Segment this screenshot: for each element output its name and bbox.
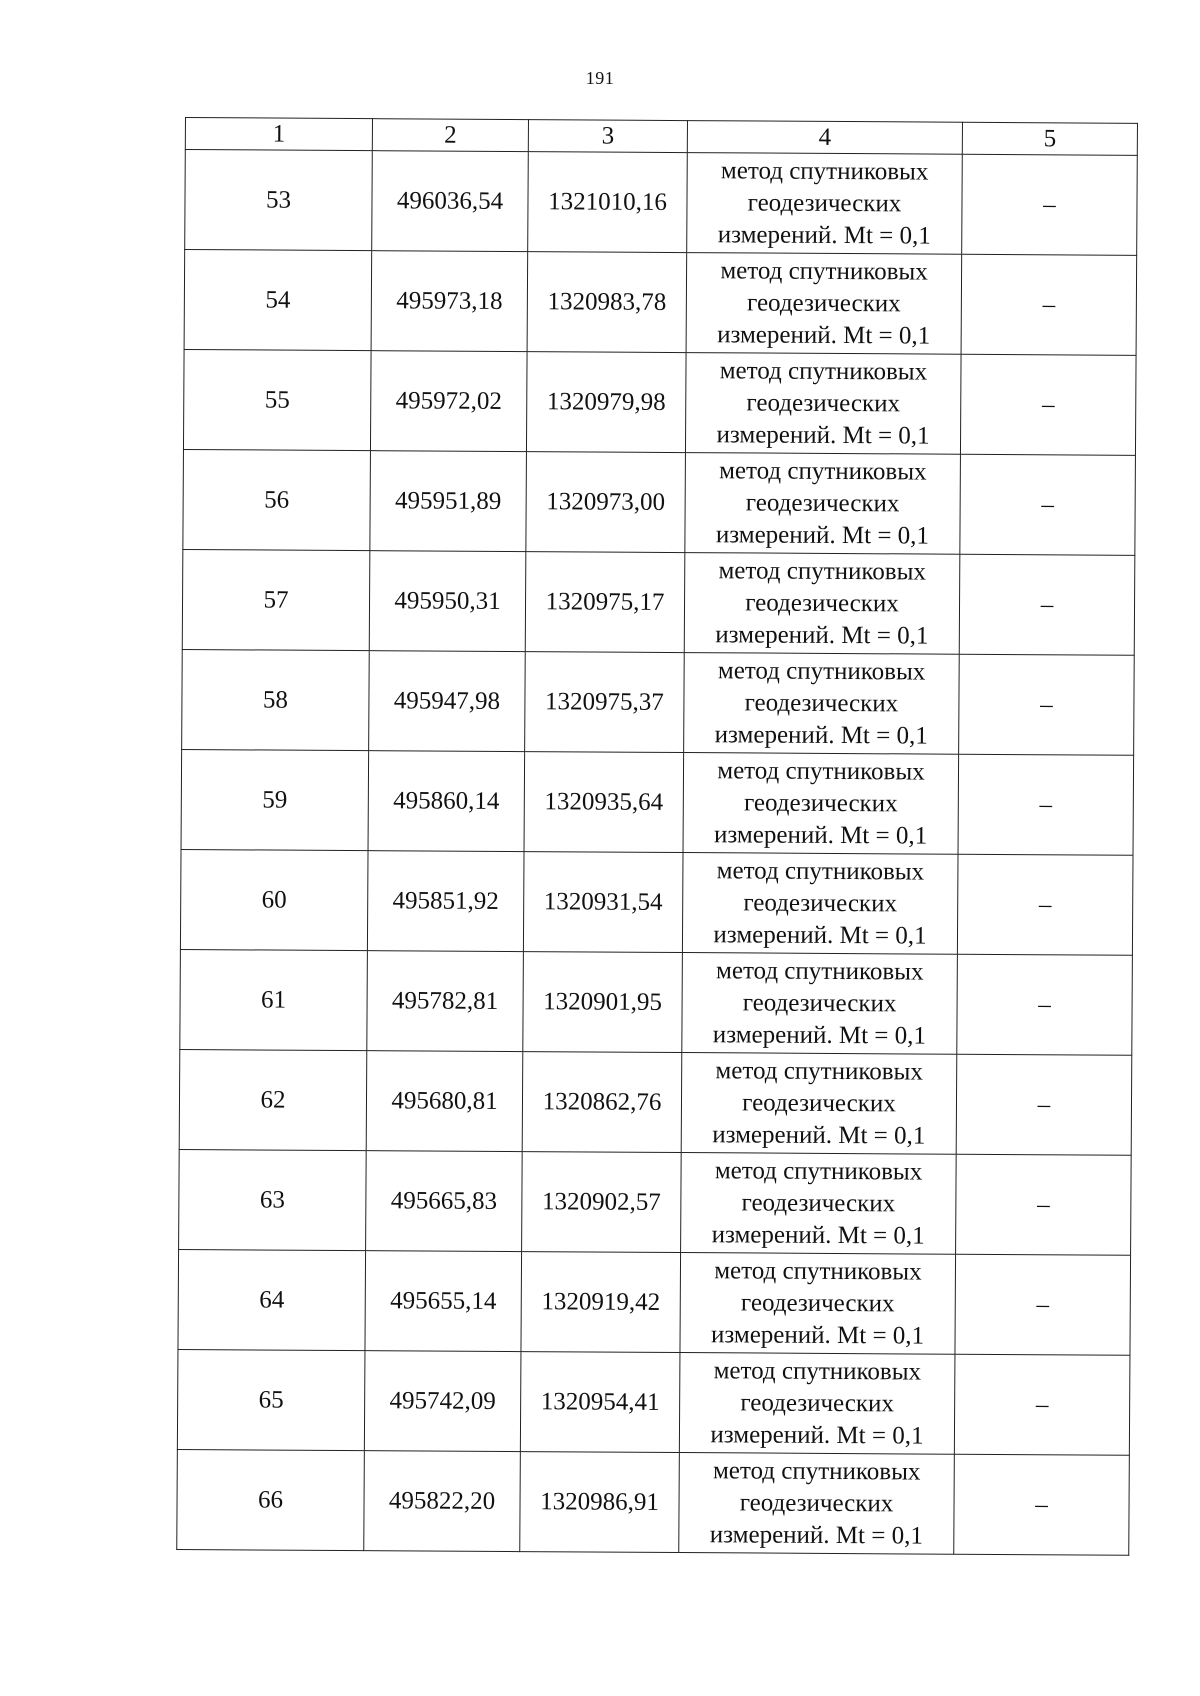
point-number-cell: 53	[185, 150, 373, 251]
method-line: геодезических	[740, 1288, 895, 1317]
point-number-cell: 60	[180, 849, 368, 950]
table-row	[180, 949, 1133, 1055]
point-number-cell: 64	[178, 1249, 366, 1350]
method-line: метод спутниковых	[716, 856, 925, 886]
method-cell	[685, 453, 961, 555]
method-line: геодезических	[741, 1188, 896, 1217]
method-line: метод спутниковых	[714, 1256, 922, 1286]
note-cell: –	[955, 1254, 1131, 1355]
table-row	[182, 549, 1135, 655]
note-cell: –	[957, 854, 1133, 955]
y-coordinate-cell: 1321010,16	[528, 152, 688, 253]
point-number-cell: 58	[182, 649, 370, 750]
y-coordinate-cell: 1320935,64	[524, 752, 684, 853]
method-cell	[681, 1053, 957, 1155]
method-line: геодезических	[746, 388, 901, 417]
method-cell	[687, 153, 963, 255]
y-coordinate-cell: 1320931,54	[523, 852, 683, 953]
method-line: геодезических	[744, 688, 899, 717]
method-line: метод спутниковых	[720, 256, 928, 286]
note-cell: –	[960, 354, 1136, 455]
column-header-5: 5	[962, 122, 1137, 155]
method-cell	[684, 653, 960, 755]
y-coordinate-cell: 1320975,17	[525, 552, 685, 653]
method-line: измерений. Mt = 0,1	[716, 420, 930, 450]
x-coordinate-cell: 495947,98	[369, 651, 526, 752]
x-coordinate-cell: 495972,02	[370, 351, 527, 452]
table-row	[184, 250, 1137, 356]
y-coordinate-cell: 1320919,42	[521, 1252, 681, 1353]
point-number-cell: 61	[180, 949, 368, 1050]
method-line: геодезических	[742, 1088, 896, 1117]
column-header-3: 3	[528, 120, 687, 153]
method-cell	[685, 353, 961, 455]
method-cell	[682, 853, 958, 955]
method-line: метод спутниковых	[718, 556, 927, 586]
y-coordinate-cell: 1320983,78	[527, 252, 687, 353]
method-line: измерений. Mt = 0,1	[712, 1020, 927, 1050]
method-line: измерений. Mt = 0,1	[709, 1520, 923, 1550]
table-body	[177, 150, 1138, 1556]
note-cell: –	[957, 954, 1133, 1055]
table-row	[179, 1149, 1132, 1255]
method-line: измерений. Mt = 0,1	[711, 1220, 925, 1250]
x-coordinate-cell: 495951,89	[370, 451, 527, 552]
method-cell	[686, 253, 962, 355]
x-coordinate-cell: 495680,81	[366, 1051, 523, 1152]
column-header-1: 1	[185, 118, 372, 151]
method-cell	[684, 553, 960, 655]
page-number: 191	[585, 68, 615, 88]
coordinates-table	[176, 117, 1138, 1556]
method-line: метод спутниковых	[719, 356, 928, 386]
point-number-cell: 63	[179, 1149, 367, 1250]
point-number-cell: 62	[179, 1049, 367, 1150]
y-coordinate-cell: 1320902,57	[522, 1152, 682, 1253]
column-header-2: 2	[372, 119, 528, 152]
table-row	[183, 349, 1136, 455]
method-line: метод спутниковых	[720, 156, 929, 186]
table-row	[180, 849, 1133, 955]
x-coordinate-cell: 495665,83	[366, 1151, 523, 1252]
method-line: метод спутниковых	[715, 1056, 923, 1086]
method-line: измерений. Mt = 0,1	[710, 1420, 924, 1450]
x-coordinate-cell: 495782,81	[367, 951, 524, 1052]
method-line: метод спутниковых	[714, 1156, 923, 1186]
method-line: геодезических	[743, 888, 898, 917]
x-coordinate-cell: 495851,92	[367, 851, 524, 952]
point-number-cell: 54	[184, 250, 372, 351]
column-header-4: 4	[687, 121, 962, 155]
point-number-cell: 56	[183, 449, 371, 550]
note-cell: –	[958, 754, 1134, 855]
method-line: метод спутниковых	[719, 456, 927, 486]
note-cell: –	[959, 554, 1135, 655]
method-cell	[679, 1453, 955, 1555]
method-cell	[679, 1353, 955, 1455]
method-line: метод спутниковых	[716, 956, 924, 986]
method-line: измерений. Mt = 0,1	[715, 520, 930, 550]
x-coordinate-cell: 495822,20	[364, 1451, 521, 1552]
table-row	[177, 1349, 1130, 1455]
y-coordinate-cell: 1320986,91	[520, 1452, 680, 1553]
note-cell: –	[960, 454, 1136, 555]
table-row	[178, 1249, 1131, 1355]
note-cell: –	[954, 1354, 1130, 1455]
table-row	[179, 1049, 1132, 1155]
note-cell: –	[956, 1154, 1132, 1255]
method-line: измерений. Mt = 0,1	[712, 1120, 926, 1150]
table-row	[177, 1449, 1130, 1555]
table-row	[183, 449, 1136, 555]
method-line: геодезических	[747, 188, 902, 217]
method-line: измерений. Mt = 0,1	[713, 920, 927, 950]
method-line: измерений. Mt = 0,1	[715, 620, 929, 650]
method-line: метод спутниковых	[713, 1356, 922, 1386]
y-coordinate-cell: 1320973,00	[526, 452, 686, 553]
y-coordinate-cell: 1320954,41	[520, 1352, 680, 1453]
y-coordinate-cell: 1320862,76	[522, 1052, 682, 1153]
x-coordinate-cell: 495950,31	[369, 551, 526, 652]
note-cell: –	[961, 254, 1137, 355]
table-row	[185, 150, 1138, 256]
point-number-cell: 66	[177, 1449, 365, 1550]
y-coordinate-cell: 1320975,37	[525, 652, 685, 753]
method-line: геодезических	[746, 288, 901, 317]
method-line: измерений. Mt = 0,1	[717, 320, 931, 350]
method-cell	[680, 1253, 956, 1355]
method-line: измерений. Mt = 0,1	[710, 1320, 925, 1350]
method-line: геодезических	[745, 488, 900, 517]
method-line: геодезических	[745, 588, 899, 617]
method-cell	[681, 1153, 957, 1255]
method-cell	[683, 753, 959, 855]
note-cell: –	[954, 1454, 1130, 1555]
point-number-cell: 59	[181, 749, 369, 850]
point-number-cell: 65	[177, 1349, 365, 1450]
note-cell: –	[962, 154, 1138, 255]
point-number-cell: 55	[183, 349, 371, 450]
method-line: измерений. Mt = 0,1	[713, 820, 928, 850]
method-cell	[682, 953, 958, 1055]
method-line: метод спутниковых	[712, 1456, 921, 1486]
method-line: метод спутниковых	[717, 656, 926, 686]
method-line: геодезических	[743, 788, 898, 817]
point-number-cell: 57	[182, 549, 370, 650]
x-coordinate-cell: 495742,09	[364, 1351, 521, 1452]
note-cell: –	[959, 654, 1135, 755]
method-line: геодезических	[740, 1388, 895, 1417]
note-cell: –	[956, 1054, 1132, 1155]
y-coordinate-cell: 1320979,98	[526, 352, 686, 453]
x-coordinate-cell: 495973,18	[371, 251, 528, 352]
method-line: геодезических	[742, 988, 897, 1017]
x-coordinate-cell: 495655,14	[365, 1251, 522, 1352]
method-line: измерений. Mt = 0,1	[717, 220, 931, 250]
method-line: метод спутниковых	[717, 756, 925, 786]
y-coordinate-cell: 1320901,95	[523, 952, 683, 1053]
table-row	[182, 649, 1135, 755]
method-line: геодезических	[739, 1488, 894, 1517]
method-line: измерений. Mt = 0,1	[714, 720, 928, 750]
table-row	[181, 749, 1134, 855]
x-coordinate-cell: 495860,14	[368, 751, 525, 852]
x-coordinate-cell: 496036,54	[372, 151, 529, 252]
